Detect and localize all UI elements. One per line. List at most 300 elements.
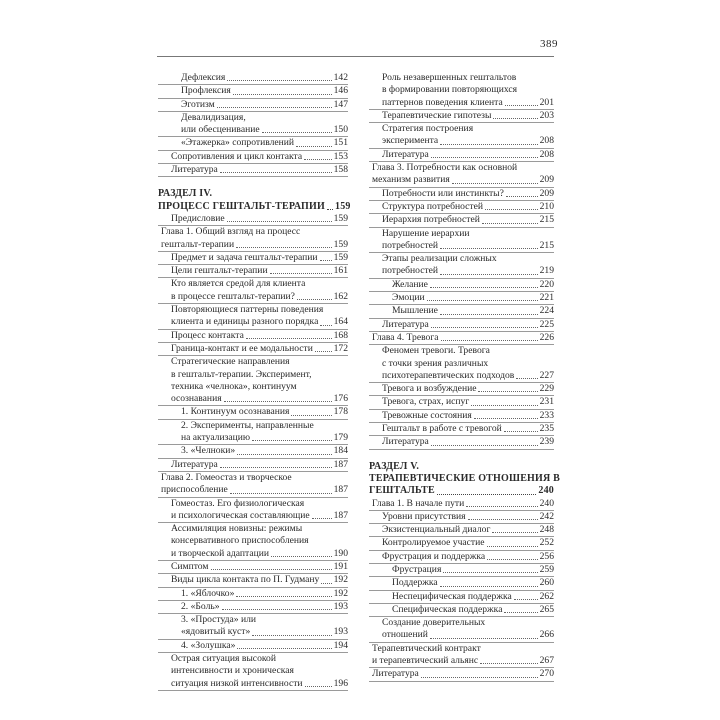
toc-entry-title: Тревожные состояния: [382, 409, 472, 421]
toc-entry-title: и творческой адаптации: [171, 547, 270, 559]
toc-entry-title: и психологическая составляющие: [171, 509, 310, 521]
toc-dot-leader: [227, 79, 331, 81]
toc-entry: [369, 577, 554, 590]
toc-entry-title: Девалидизация,: [181, 111, 246, 123]
toc-entry: [369, 436, 554, 449]
toc-entry-title: Глава 1. Общий взгляд на процесс: [161, 226, 301, 238]
toc-page-number: 240: [539, 497, 554, 509]
toc-entry-title: Создание доверительных: [382, 617, 486, 629]
toc-page-number: 260: [539, 577, 554, 589]
toc-page-number: 179: [333, 432, 348, 444]
toc-page-number: 164: [333, 316, 348, 328]
toc-dot-leader: [430, 286, 538, 288]
toc-dot-leader: [487, 558, 537, 560]
toc-page-number: 239: [539, 436, 554, 448]
toc-dot-leader: [440, 273, 538, 275]
toc-entry-line: [372, 643, 554, 655]
toc-entry-line: [392, 292, 554, 304]
toc-entry-line: [392, 564, 554, 576]
toc-entry-line: [171, 523, 348, 535]
toc-entry-line: [382, 265, 554, 277]
toc-entry-title: Поддержка: [392, 577, 438, 589]
toc-dot-leader: [304, 158, 332, 160]
toc-entry-line: [181, 640, 348, 652]
toc-entry-title: эксперимента: [382, 135, 439, 147]
toc-entry-title: ситуация низкой интенсивности: [171, 677, 303, 689]
toc-entry-line: [382, 370, 554, 382]
toc-page-number: 187: [333, 509, 348, 521]
toc-entry-title: в гештальт-терапии. Эксперимент,: [171, 368, 312, 380]
toc-entry-line: [181, 99, 348, 111]
toc-dot-leader: [211, 568, 332, 570]
toc-entry-title: Тревога, страх, испуг: [382, 396, 470, 408]
toc-entry-title: Структура потребностей: [382, 200, 483, 212]
toc-entry-line: [171, 164, 348, 176]
toc-entry-title: Профлексия: [181, 85, 231, 97]
toc-entry-line: [161, 472, 348, 484]
toc-page-number: 191: [333, 560, 348, 572]
toc-entry: [158, 561, 348, 574]
toc-section-heading: [369, 460, 561, 498]
toc-entry-line: [392, 279, 554, 291]
toc-entry-title: Литература: [382, 436, 429, 448]
toc-entry-line: [382, 345, 554, 357]
toc-entry-title: Предмет и задача гештальт-терапии: [171, 251, 318, 263]
toc-right-column: [369, 72, 561, 682]
toc-entry-title: в формировании повторяющихся: [382, 84, 518, 96]
toc-entry-title: Желание: [392, 278, 428, 290]
toc-dot-leader: [485, 208, 538, 210]
toc-entry: [158, 588, 348, 601]
toc-entry-line: [382, 358, 554, 370]
toc-entry-title: Литература: [171, 458, 218, 470]
toc-entry-line: [372, 162, 554, 174]
toc-entry-line: [392, 604, 554, 616]
toc-entry-line: [171, 291, 348, 303]
toc-entry-line: [171, 510, 348, 522]
toc-entry-line: [382, 253, 554, 265]
toc-page-number: 150: [333, 124, 348, 136]
toc-entry-title: 1. Континуум осознавания: [181, 406, 290, 418]
toc-page-number: 158: [333, 164, 348, 176]
toc-entry-title: Гомеостаз. Его физиологическая: [171, 497, 305, 509]
toc-entry: [369, 162, 554, 188]
toc-page-number: 146: [333, 85, 348, 97]
toc-entry-title: и терапевтический альянс: [372, 655, 479, 667]
toc-entry: [369, 524, 554, 537]
toc-dot-leader: [466, 505, 537, 507]
toc-entry-title: РАЗДЕЛ IV.: [158, 188, 213, 200]
toc-entry-line: [161, 484, 348, 496]
toc-page-number: 159: [333, 212, 348, 224]
toc-entry-line: [369, 461, 554, 473]
toc-entry-title: Тревога и возбуждение: [382, 383, 477, 395]
toc-entry-title: Повторяющиеся паттерны поведения: [171, 304, 324, 316]
toc-entry-title: с точки зрения различных: [382, 357, 489, 369]
toc-entry-title: Глава 4. Тревога: [372, 331, 439, 343]
toc-page-number: 203: [539, 109, 554, 121]
toc-page-number: 259: [539, 563, 554, 575]
toc-entry: [158, 523, 348, 561]
toc-entry-title: Неспецифическая поддержка: [392, 590, 512, 602]
toc-entry: [369, 511, 554, 524]
toc-entry-title: ПРОЦЕСС ГЕШТАЛЬТ-ТЕРАПИИ: [158, 200, 325, 212]
toc-dot-leader: [440, 143, 537, 145]
toc-entry: [369, 228, 554, 254]
toc-entry-title: гештальт-терапии: [161, 238, 235, 250]
toc-entry-line: [382, 436, 554, 448]
toc-dot-leader: [443, 571, 537, 573]
toc-entry: [369, 292, 554, 305]
toc-entry: [369, 123, 554, 149]
toc-entry-title: «Этажерка» сопротивлений: [181, 137, 295, 149]
toc-entry: [369, 149, 554, 162]
toc-entry-line: [161, 226, 348, 238]
toc-page-number: 242: [539, 510, 554, 522]
toc-entry-line: [372, 668, 554, 680]
toc-entry-line: [181, 112, 348, 124]
toc-entry: [369, 201, 554, 214]
toc-entry-line: [392, 577, 554, 589]
toc-dot-leader: [431, 444, 538, 446]
toc-entry-title: Мышление: [392, 305, 438, 317]
toc-entry-title: Терапевтические гипотезы: [382, 109, 492, 121]
toc-entry: [158, 472, 348, 498]
toc-dot-leader: [478, 390, 537, 392]
toc-dot-leader: [320, 259, 332, 261]
toc-page-number: 196: [333, 677, 348, 689]
toc-page-number: 151: [333, 137, 348, 149]
toc-entry-line: [181, 588, 348, 600]
toc-entry-title: Глава 3. Потребности как основной: [372, 162, 518, 174]
toc-dot-leader: [427, 299, 538, 301]
toc-entry: [158, 85, 348, 98]
toc-entry-line: [382, 396, 554, 408]
toc-entry-line: [382, 410, 554, 422]
toc-entry: [158, 640, 348, 653]
toc-dot-leader: [320, 324, 331, 326]
toc-page-number: 209: [539, 174, 554, 186]
toc-entry-line: [181, 124, 348, 136]
toc-entry: [158, 601, 348, 614]
toc-entry-title: Литература: [372, 668, 419, 680]
toc-dot-leader: [297, 298, 332, 300]
toc-dot-leader: [217, 106, 332, 108]
toc-page-number: 159: [335, 200, 351, 212]
toc-entry-line: [171, 252, 348, 264]
toc-entry-line: [171, 459, 348, 471]
toc-entry-title: 3. «Простуда» или: [181, 614, 257, 626]
toc-dot-leader: [233, 93, 332, 95]
toc-entry: [158, 252, 348, 265]
toc-entry: [369, 668, 554, 681]
toc-entry-line: [382, 617, 554, 629]
toc-dot-leader: [270, 272, 332, 274]
toc-entry: [158, 72, 348, 85]
toc-dot-leader: [312, 517, 332, 519]
toc-entry-title: Цели гештальт-терапии: [171, 265, 268, 277]
toc-dot-leader: [516, 377, 537, 379]
toc-page-number: 210: [539, 200, 554, 212]
toc-dot-leader: [291, 414, 331, 416]
toc-entry-title: отношений: [382, 629, 428, 641]
toc-entry-title: Литература: [382, 318, 429, 330]
toc-entry: [369, 279, 554, 292]
toc-entry: [369, 305, 554, 318]
toc-entry-line: [382, 228, 554, 240]
toc-entry-title: в процессе гештальт-терапии?: [171, 290, 295, 302]
toc-entry-line: [382, 319, 554, 331]
toc-entry: [369, 188, 554, 201]
toc-dot-leader: [504, 611, 537, 613]
toc-entry-title: Граница-контакт и ее модальности: [171, 342, 313, 354]
toc-entry-title: Иерархия потребностей: [382, 214, 480, 226]
toc-dot-leader: [468, 518, 538, 520]
toc-entry-line: [171, 498, 348, 510]
toc-page-number: 267: [539, 655, 554, 667]
toc-page-number: 193: [333, 600, 348, 612]
toc-entry-title: Фрустрация и поддержка: [382, 550, 486, 562]
toc-entry-line: [181, 432, 348, 444]
toc-entry-line: [158, 188, 348, 200]
toc-page-number: 159: [333, 251, 348, 263]
toc-entry: [158, 614, 348, 640]
toc-entry-title: 4. «Золушка»: [181, 639, 236, 651]
toc-page-number: 256: [539, 550, 554, 562]
toc-dot-leader: [222, 608, 332, 610]
toc-dot-leader: [315, 350, 332, 352]
toc-entry-title: 2. Эксперименты, направленные: [181, 419, 314, 431]
toc-entry: [369, 564, 554, 577]
toc-dot-leader: [505, 104, 538, 106]
toc-entry-title: Фрустрация: [392, 563, 442, 575]
toc-entry-line: [382, 97, 554, 109]
toc-entry-line: [171, 151, 348, 163]
toc-entry: [369, 319, 554, 332]
toc-entry: [369, 214, 554, 227]
toc-entry: [158, 330, 348, 343]
toc-entry-title: «ядовитый куст»: [181, 626, 251, 638]
toc-dot-leader: [514, 598, 538, 600]
toc-page-number: 153: [333, 150, 348, 162]
toc-page-number: 187: [333, 484, 348, 496]
toc-entry: [369, 345, 554, 383]
toc-entry: [369, 72, 554, 110]
toc-entry-line: [382, 524, 554, 536]
toc-page-number: 231: [539, 396, 554, 408]
toc-entry-title: Виды цикла контакта по П. Гудману: [171, 574, 320, 586]
toc-entry: [158, 498, 348, 524]
toc-entry-title: Экзистенциальный диалог: [382, 524, 491, 536]
toc-page-number: 215: [539, 214, 554, 226]
toc-entry-line: [181, 72, 348, 84]
toc-page-number: 221: [539, 292, 554, 304]
toc-dot-leader: [421, 676, 538, 678]
toc-entry-title: Эмоции: [392, 292, 425, 304]
toc-dot-leader: [431, 326, 538, 328]
toc-page-number: 219: [539, 265, 554, 277]
toc-entry: [158, 459, 348, 472]
toc-dot-leader: [252, 634, 331, 636]
toc-entry-title: Феномен тревоги. Тревога: [382, 345, 490, 357]
toc-entry-line: [181, 85, 348, 97]
toc-entry-line: [171, 343, 348, 355]
toc-entry-line: [171, 213, 348, 225]
toc-entry-title: Эготизм: [181, 98, 215, 110]
toc-page-number: 209: [539, 187, 554, 199]
toc-left-column: [158, 72, 351, 691]
toc-page-number: 208: [539, 135, 554, 147]
toc-entry-line: [382, 537, 554, 549]
toc-page-number: 193: [333, 626, 348, 638]
toc-entry-line: [171, 548, 348, 560]
toc-entry-line: [369, 472, 561, 485]
toc-entry-title: Дефлексия: [181, 72, 226, 83]
toc-entry: [369, 253, 554, 279]
toc-dot-leader: [492, 531, 537, 533]
toc-entry-title: Потребности или инстинкты?: [382, 187, 504, 199]
toc-dot-leader: [224, 400, 332, 402]
toc-entry-title: приспособление: [161, 484, 228, 496]
toc-entry-line: [372, 655, 554, 667]
toc-entry: [158, 343, 348, 356]
toc-page-number: 225: [539, 318, 554, 330]
toc-entry-line: [382, 214, 554, 226]
toc-page-number: 192: [333, 574, 348, 586]
toc-page-number: 187: [333, 458, 348, 470]
toc-entry: [158, 137, 348, 150]
toc-page-number: 208: [539, 148, 554, 160]
toc-dot-leader: [227, 220, 332, 222]
toc-entry-line: [171, 265, 348, 277]
toc-section-heading: [158, 188, 351, 213]
toc-entry-line: [382, 383, 554, 395]
toc-dot-leader: [506, 195, 538, 197]
toc-page-number: 240: [538, 485, 554, 497]
toc-entry-title: консервативного приспособления: [171, 535, 309, 547]
toc-entry-line: [382, 84, 554, 96]
toc-entry: [158, 406, 348, 419]
toc-entry: [158, 278, 348, 304]
toc-page-number: 248: [539, 524, 554, 536]
toc-entry-line: [171, 316, 348, 328]
toc-page-number: 184: [333, 445, 348, 457]
toc-page-number: 262: [539, 590, 554, 602]
toc-entry-line: [382, 511, 554, 523]
toc-entry-title: Специфическая поддержка: [392, 603, 503, 615]
toc-page-number: 162: [333, 290, 348, 302]
toc-entry-line: [181, 445, 348, 457]
page-number: 389: [540, 38, 558, 50]
toc-entry-title: Литература: [171, 164, 218, 176]
toc-entry-title: Глава 2. Гомеостаз и творческое: [161, 471, 292, 483]
toc-entry-line: [181, 137, 348, 149]
toc-page-number: 159: [333, 238, 348, 250]
toc-dot-leader: [220, 466, 332, 468]
toc-entry-title: потребностей: [382, 265, 439, 277]
toc-entry: [369, 537, 554, 550]
toc-entry-line: [382, 72, 554, 84]
toc-entry: [369, 604, 554, 617]
toc-entry-title: Кто является средой для клиента: [171, 278, 306, 290]
toc-entry-title: Нарушение иерархии: [382, 227, 470, 239]
toc-page-number: 178: [333, 406, 348, 418]
toc-entry: [158, 99, 348, 112]
toc-entry-line: [171, 535, 348, 547]
toc-entry-line: [161, 239, 348, 251]
toc-entry-line: [382, 188, 554, 200]
toc-entry-title: 3. «Челноки»: [181, 445, 236, 457]
toc-page-number: 235: [539, 423, 554, 435]
toc-entry: [158, 226, 348, 252]
toc-entry-title: Роль незавершенных гештальтов: [382, 72, 517, 83]
toc-page-number: 266: [539, 629, 554, 641]
toc-page-number: 176: [333, 393, 348, 405]
toc-entry: [158, 164, 348, 177]
toc-page-number: 201: [539, 96, 554, 108]
toc-entry-line: [382, 629, 554, 641]
toc-page-number: 215: [539, 239, 554, 251]
toc-page-number: 194: [333, 639, 348, 651]
toc-entry-line: [171, 304, 348, 316]
toc-page-number: 220: [539, 278, 554, 290]
toc-entry-line: [158, 200, 351, 213]
toc-entry-line: [372, 174, 554, 186]
toc-entry: [369, 551, 554, 564]
toc-page-number: 226: [539, 331, 554, 343]
toc-page-number: 224: [539, 305, 554, 317]
toc-entry: [369, 643, 554, 669]
toc-entry: [158, 213, 348, 226]
toc-dot-leader: [440, 247, 538, 249]
toc-page-number: 227: [539, 369, 554, 381]
toc-entry-title: Терапевтический контракт: [372, 642, 481, 654]
toc-dot-leader: [440, 585, 538, 587]
toc-entry-title: Симптом: [171, 560, 209, 572]
toc-entry: [369, 617, 554, 643]
toc-dot-leader: [431, 156, 538, 158]
toc-entry-title: психотерапевтических подходов: [382, 369, 515, 381]
toc-entry-title: 1. «Яблочко»: [181, 587, 235, 599]
toc-page-number: 265: [539, 603, 554, 615]
toc-entry: [369, 423, 554, 436]
toc-entry: [369, 591, 554, 604]
toc-page-number: 270: [539, 668, 554, 680]
toc-entry: [369, 332, 554, 345]
toc-page-number: 168: [333, 329, 348, 341]
toc-dot-leader: [230, 492, 332, 494]
toc-dot-leader: [441, 339, 538, 341]
toc-entry-title: механизм развития: [372, 174, 450, 186]
toc-dot-leader: [237, 453, 331, 455]
toc-entry-line: [382, 110, 554, 122]
toc-entry: [369, 110, 554, 123]
toc-entry-title: Глава 1. В начале пути: [372, 497, 465, 509]
toc-page-number: 233: [539, 409, 554, 421]
toc-page-number: 172: [333, 342, 348, 354]
toc-entry-line: [171, 561, 348, 573]
toc-entry-line: [171, 574, 348, 586]
toc-dot-leader: [252, 439, 332, 441]
toc-entry-line: [372, 332, 554, 344]
toc-entry-line: [181, 626, 348, 638]
toc-entry-line: [171, 678, 348, 690]
toc-entry-title: Стратегия построения: [382, 123, 474, 135]
toc-entry-title: потребностей: [382, 239, 439, 251]
toc-dot-leader: [321, 582, 331, 584]
toc-entry-title: клиента и единицы разного порядка: [171, 316, 319, 328]
toc-entry-line: [382, 240, 554, 252]
